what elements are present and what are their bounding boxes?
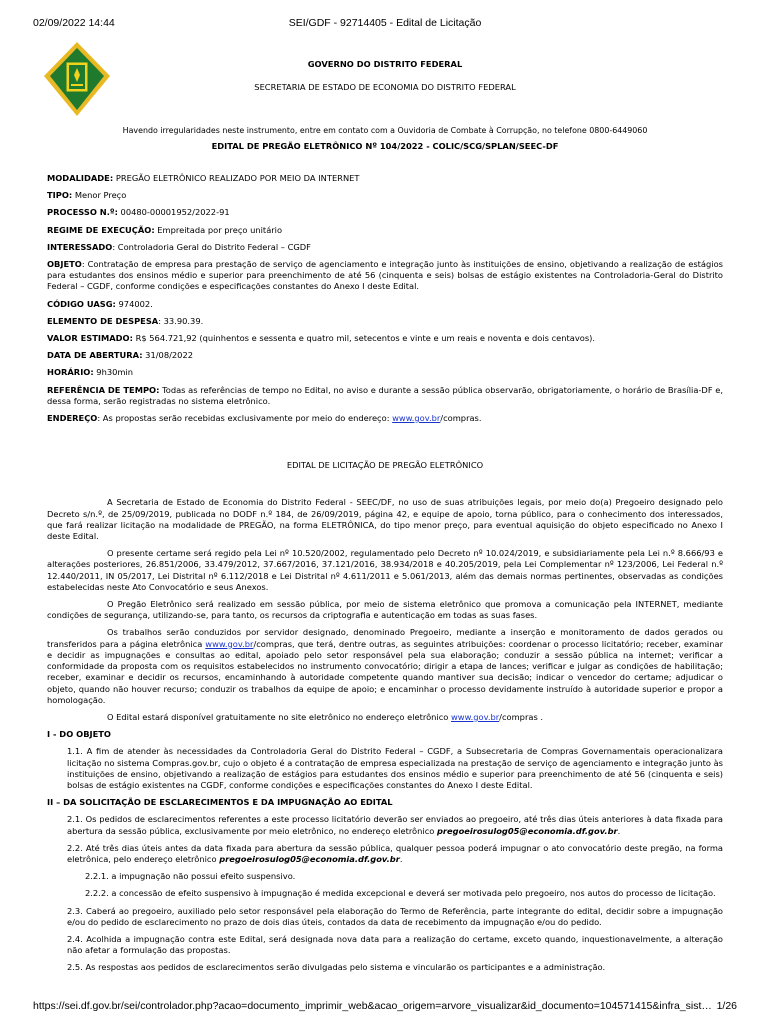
section-title: EDITAL DE LICITAÇÃO DE PREGÃO ELETRÔNICO [286,460,484,471]
field-objeto: OBJETO: Contratação de empresa para prestação de serviço de agenciamento e integração junto às instituições de ensino, objetivando a realização de estágios para estudantes dos ensinos médio e superior para preenchimento de até 56 (cinquenta e seis) bolsas de estágio existentes na Controladoria-Geral do Distrito Federal – CGDF, conforme condições e especificações constantes do Anexo I deste Edital. [47,259,723,292]
secretaria-heading: SECRETARIA DE ESTADO DE ECONOMIA DO DISTRITO FEDERAL [254,82,516,92]
clause-2-3: 2.3. Caberá ao pregoeiro, auxiliado pelo setor responsável pela elaboração do Termo de Referência, parte integrante do edital, decidir sobre a impugnação e/ou do pedido de esclarecimento no prazo de dois dias úteis, contados da data de recebimento da impugnação e/ou do pedido. [67,905,723,927]
compras-link[interactable]: www.gov.br [392,413,441,424]
field-horario: HORÁRIO: 9h30min [47,367,134,378]
field-interessado: INTERESSADO: Controladoria Geral do Distrito Federal – CGDF [47,241,311,252]
print-datetime: 02/09/2022 14:44 [33,17,115,29]
clause-1-1: 1.1. A fim de atender às necessidades da Controladoria Geral do Distrito Federal – CGDF, a Subsecretaria de Compras Governamentais operacionalizara licitação no sistema Compras.gov.br, cujo o objeto é a contratação de empresa especializada na prestação de serviço de agenciamento e integração junto às instituições de ensino, objetivando a realização de estágios para estudantes dos ensinos médio e superior para preenchimento de até 56 (cinquenta e seis) bolsas de estágio existentes na CGDF, conforme condições e especificações constantes do Anexo I deste Edital. [67,746,723,790]
paragraph-4: Os trabalhos serão conduzidos por servidor designado, denominado Pregoeiro, mediante a inserção e monitoramento de dados gerados ou transferidos para a página eletrônica www.gov.br/compras, que terá, dentre outras, as seguintes atribuições: coordenar o processo licitatório; receber, examinar e decidir as impugnações e consultas ao edital, apoiado pelo setor responsável pela sua elaboração; conduzir a sessão pública na internet; verificar a conformidade da proposta com os requisitos estabelecidos no instrumento convocatório; dirigir a etapa de lances; verificar e julgar as condições de habilitação; receber, examinar e decidir os recursos, encaminhando à autoridade competente quando mantiver sua decisão; indicar o vencedor do certame; adjudicar o objeto, quando não houver recurso; conduzir os trabalhos da equipe de apoio; e encaminhar o processo devidamente instruído à autoridade superior e propor a homologação. [47,627,723,705]
print-url: https://sei.df.gov.br/sei/controlador.php?acao=documento_imprimir_web&acao_origem=arvore_visualizar&id_documento=104571415&infra_sist… [33,1000,712,1012]
print-footer [33,1000,737,1014]
clause-2-2: 2.2. Até três dias úteis antes da data fixada para abertura da sessão pública, qualquer pessoa poderá impugnar o ato convocatório deste pregão, na forma eletrônica, pelo endereço eletrônico pregoeirosulog05@economia.df.gov.br. [67,842,723,864]
compras-link[interactable]: www.gov.br [205,638,254,649]
print-page-number: 1/26 [716,1000,737,1012]
field-uasg: CÓDIGO UASG: 974002. [47,298,153,309]
field-regime: REGIME DE EXECUÇÃO: Empreitada por preço unitário [47,224,283,235]
field-tipo: TIPO: Menor Preço [47,190,127,201]
paragraph-2: O presente certame será regido pela Lei nº 10.520/2002, regulamentado pelo Decreto nº 10.024/2019, e subsidiariamente pela Lei n.º 8.666/93 e alterações posteriores, 26.851/2006, 33.479/2012, 37.667/2016, 37.121/2016, 38.934/2018 e 40.205/2019, pela Lei Complementar nº 123/2006, Lei Federal n.º 12.440/2011, IN 05/2017, Lei Distrital nº 6.112/2018 e Lei Distrital nº 4.611/2011 e 5.061/2013, além das demais normas pertinentes, observadas as condições estabelecidas neste Ato Convocatório e seus Anexos. [47,548,723,592]
compras-link[interactable]: www.gov.br [451,711,500,722]
clause-2-4: 2.4. Acolhida a impugnação contra este Edital, será designada nova data para a realização do certame, exceto quando, inquestionavelmente, a alteração não afetar a formulação das propostas. [67,933,723,956]
gov-heading: GOVERNO DO DISTRITO FEDERAL [307,59,463,69]
field-referencia: REFERÊNCIA DE TEMPO: Todas as referências de tempo no Edital, no aviso e durante a sessão pública observarão, obrigatoriamente, o horário de Brasília-DF e, dessa forma, serão registradas no sistema eletrônico. [47,384,724,406]
clause-2-2-2: 2.2.2. a concessão de efeito suspensivo à impugnação é medida excepcional e deverá ser motivada pelo pregoeiro, nos autos do processo de licitação. [85,888,716,899]
field-valor: VALOR ESTIMADO: R$ 564.721,92 (quinhentos e sessenta e quatro mil, setecentos e vinte e um reais e noventa e dois centavos). [47,333,596,344]
clause-2-1: 2.1. Os pedidos de esclarecimentos referentes a este processo licitatório deverão ser enviados ao pregoeiro, até três dias úteis anteriores à data fixada para abertura da sessão pública, exclusivamente por meio eletrônico, no endereço eletrônico pregoeirosulog05@economia.df.gov.br. [67,814,723,836]
paragraph-5: O Edital estará disponível gratuitamente no site eletrônico no endereço eletrônico www.gov.br/compras . [107,711,544,722]
field-processo: PROCESSO N.º: 00480-00001952/2022-91 [47,207,230,218]
clause-2-5: 2.5. As respostas aos pedidos de esclarecimentos serão divulgadas pelo sistema e vincularão os participantes e a administração. [67,962,606,973]
field-abertura: DATA DE ABERTURA: 31/08/2022 [47,350,194,361]
field-despesa: ELEMENTO DE DESPESA: 33.90.39. [47,315,204,326]
paragraph-3: O Pregão Eletrônico será realizado em sessão pública, por meio de sistema eletrônico que promova a comunicação pela INTERNET, mediante condições de segurança, utilizando-se, para tanto, os recursos da criptografia e autenticação em todas as suas fases. [47,599,723,621]
section-heading-objeto: I - DO OBJETO [47,729,111,740]
section-heading-esclarecimentos: II – DA SOLICITAÇÃO DE ESCLARECIMENTOS E DA IMPUGNAÇÃO AO EDITAL [47,797,393,808]
print-title: SEI/GDF - 92714405 - Edital de Licitação [288,17,482,29]
email-link[interactable]: pregoeirosulog05@economia.df.gov.br [219,853,400,864]
field-endereco: ENDEREÇO: As propostas serão recebidas exclusivamente por meio do endereço: www.gov.br/compras. [47,413,482,424]
email-link[interactable]: pregoeirosulog05@economia.df.gov.br [436,825,618,836]
document-body [47,173,723,980]
paragraph-1: A Secretaria de Estado de Economia do Distrito Federal - SEEC/DF, no uso de suas atribuições legais, por meio do(a) Pregoeiro designado pelo Decreto s/n.º, de 25/09/2019, publicada no DODF n.º 184, de 26/09/2019, página 42, e equipe de apoio, torna público, para o conhecimento dos interessados, que fará realizar licitação na modalidade de PREGÃO, na forma ELETRÔNICA, do tipo menor preço, para eventual aquisição do objeto especificado no Anexo I deste Edital. [47,497,723,542]
field-modalidade: MODALIDADE: PREGÃO ELETRÔNICO REALIZADO POR MEIO DA INTERNET [47,173,360,183]
print-header [33,17,737,31]
irregularidades-notice: Havendo irregularidades neste instrumento, entre em contato com a Ouvidoria de Combate à Corrupção, no telefone 0800-6449060 [122,126,648,135]
edital-title: EDITAL DE PREGÃO ELETRÔNICO Nº 104/2022 - COLIC/SCG/SPLAN/SEEC-DF [211,141,559,151]
gdf-brasao-logo [42,40,112,118]
clause-2-2-1: 2.2.1. a impugnação não possui efeito suspensivo. [85,871,296,882]
